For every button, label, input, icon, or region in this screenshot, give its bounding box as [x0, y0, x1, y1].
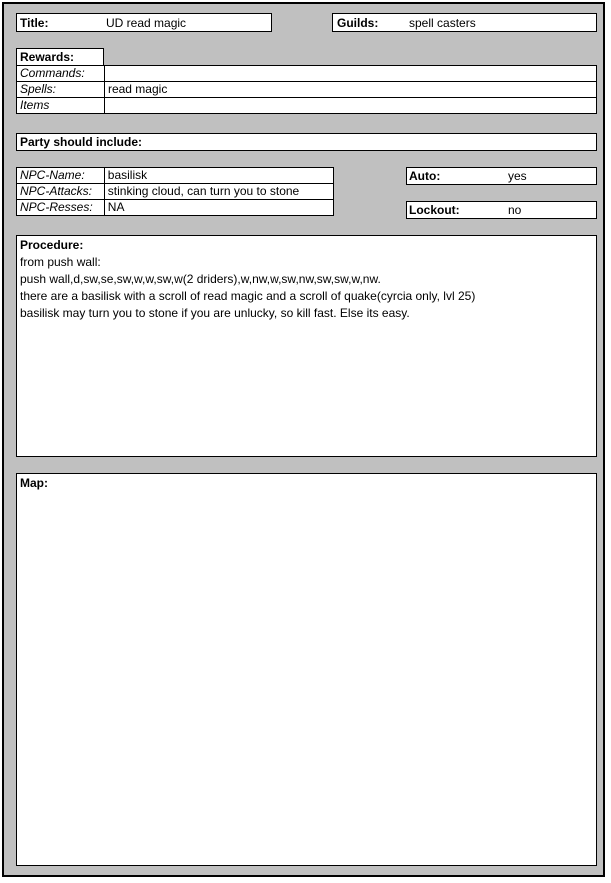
lockout-value: no	[508, 203, 522, 217]
rewards-value-spells: read magic	[104, 82, 596, 98]
title-label: Title:	[20, 16, 49, 30]
rewards-value-items	[104, 98, 596, 114]
quest-sheet	[2, 2, 605, 877]
procedure-line-2: push wall,d,sw,se,sw,w,w,sw,w(2 driders),w,nw,w,sw,nw,sw,sw,w,nw.	[20, 272, 381, 286]
npc-label-name: NPC-Name:	[17, 168, 105, 184]
party-box	[16, 133, 597, 151]
map-heading: Map:	[20, 476, 48, 490]
npc-value-name: basilisk	[104, 168, 333, 184]
rewards-row-commands	[17, 66, 597, 82]
auto-label: Auto:	[409, 169, 441, 183]
npc-value-attacks: stinking cloud, can turn you to stone	[104, 184, 333, 200]
npc-row-name	[17, 168, 334, 184]
rewards-label-commands: Commands:	[17, 66, 105, 82]
rewards-value-commands	[104, 66, 596, 82]
procedure-line-3: there are a basilisk with a scroll of read magic and a scroll of quake(cyrcia only, lvl 25)	[20, 289, 476, 303]
title-field	[16, 13, 272, 32]
rewards-heading: Rewards:	[20, 50, 75, 64]
npc-table	[16, 167, 334, 216]
rewards-label-spells: Spells:	[17, 82, 105, 98]
rewards-row-items	[17, 98, 597, 114]
npc-label-attacks: NPC-Attacks:	[17, 184, 105, 200]
guilds-field	[332, 13, 597, 32]
npc-row-resses	[17, 200, 334, 216]
lockout-field	[406, 201, 597, 219]
procedure-line-1: from push wall:	[20, 255, 101, 269]
map-box	[16, 473, 597, 866]
rewards-row-spells	[17, 82, 597, 98]
procedure-line-4: basilisk may turn you to stone if you are unlucky, so kill fast. Else its easy.	[20, 306, 410, 320]
auto-value: yes	[508, 169, 527, 183]
party-heading: Party should include:	[20, 135, 143, 149]
rewards-table	[16, 65, 597, 114]
rewards-heading-box	[16, 48, 104, 66]
npc-value-resses: NA	[104, 200, 333, 216]
guilds-value: spell casters	[409, 16, 476, 30]
npc-row-attacks	[17, 184, 334, 200]
title-value: UD read magic	[106, 16, 187, 30]
rewards-label-items: Items	[17, 98, 105, 114]
auto-field	[406, 167, 597, 185]
procedure-box	[16, 235, 597, 457]
lockout-label: Lockout:	[409, 203, 460, 217]
procedure-heading: Procedure:	[20, 238, 84, 252]
guilds-label: Guilds:	[337, 16, 379, 30]
npc-label-resses: NPC-Resses:	[17, 200, 105, 216]
